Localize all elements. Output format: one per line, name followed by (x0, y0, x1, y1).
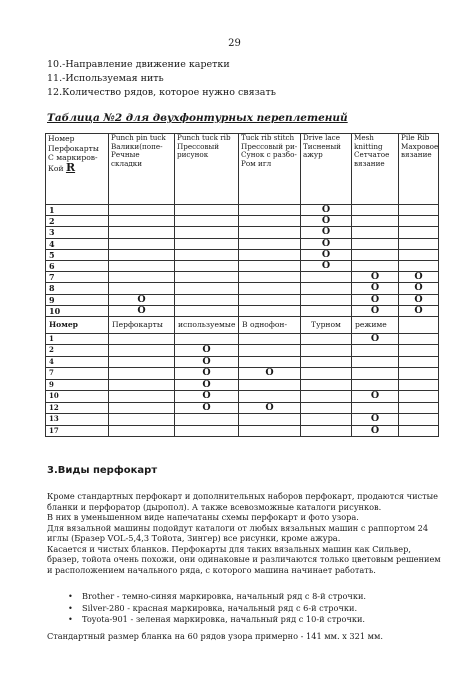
list-item (68, 591, 366, 603)
sub-header-cell: Перфокарты (109, 316, 175, 333)
row-number: 12 (46, 402, 109, 414)
header-pile-rib: Pile Rib Махровое вязание (399, 134, 439, 205)
table-row (46, 260, 439, 271)
table-cell (301, 305, 352, 316)
table-cell (175, 249, 239, 260)
table-cell (301, 368, 352, 380)
table-cell (175, 425, 239, 437)
row-number: 9 (46, 379, 109, 391)
table-header-row (46, 134, 439, 205)
header-punch-pin-tuck: Punch pin tuck Валики(попе- Речные складки (109, 134, 175, 205)
table-cell: O (352, 425, 399, 437)
table-cell (399, 260, 439, 271)
row-number: 2 (46, 216, 109, 227)
table-cell: O (399, 272, 439, 283)
list-item (68, 603, 366, 615)
table-row (46, 283, 439, 294)
table-cell (352, 356, 399, 368)
table-cell (109, 260, 175, 271)
list-item-text: Toyota-901 - зеленая маркировка, начальный ряд с 10-й строчки. (82, 614, 366, 624)
header-tuck-rib-stitch: Tuck rib stitch Прессовый ри- Сунок с разбо- Ром игл (239, 134, 301, 205)
table-row (46, 333, 439, 345)
table-cell (175, 272, 239, 283)
row-number: 4 (46, 238, 109, 249)
table-cell (109, 283, 175, 294)
table-cell (109, 238, 175, 249)
table-cell (109, 333, 175, 345)
row-number: 1 (46, 205, 109, 216)
table-cell (301, 414, 352, 426)
row-number: 10 (46, 305, 109, 316)
table-row (46, 227, 439, 238)
paragraph-line: В них в уменьшенном виде напечатаны схемы перфокарт и фото узора. (47, 512, 359, 522)
table-cell: O (352, 283, 399, 294)
row-number: 8 (46, 283, 109, 294)
table-cell: O (175, 379, 239, 391)
table-cell (239, 294, 301, 305)
table-cell (239, 227, 301, 238)
table-cell (175, 238, 239, 249)
row-number: 5 (46, 249, 109, 260)
table-cell (399, 402, 439, 414)
table-cell: O (301, 260, 352, 271)
table-row (46, 379, 439, 391)
header-card-number: Номер Перфокарты С маркиров- Кой R (46, 134, 109, 205)
paragraph (47, 491, 441, 575)
table-cell (109, 402, 175, 414)
table-row (46, 294, 439, 305)
table-cell (239, 272, 301, 283)
row-number: 3 (46, 227, 109, 238)
table-cell (239, 379, 301, 391)
header-punch-tuck-rib: Punch tuck rib Прессовый рисунок (175, 134, 239, 205)
table-cell (109, 391, 175, 403)
table-row (46, 238, 439, 249)
table-row (46, 391, 439, 403)
table-cell (175, 294, 239, 305)
table-row (46, 356, 439, 368)
table-cell (352, 238, 399, 249)
table-cell (301, 333, 352, 345)
table-cell (352, 345, 399, 357)
table-cell (301, 356, 352, 368)
row-number: 4 (46, 356, 109, 368)
table-cell (175, 260, 239, 271)
table-cell (239, 216, 301, 227)
section-title: 3.Виды перфокарт (47, 465, 158, 476)
table-cell: O (175, 402, 239, 414)
table-cell (109, 345, 175, 357)
table-row (46, 305, 439, 316)
table-cell (399, 368, 439, 380)
table-row (46, 345, 439, 357)
table-cell (399, 205, 439, 216)
sub-header-cell: используемые (175, 316, 239, 333)
table-cell (109, 227, 175, 238)
table-row (46, 368, 439, 380)
row-number: 6 (46, 260, 109, 271)
table-cell: O (352, 305, 399, 316)
table-cell (352, 402, 399, 414)
row-number: 7 (46, 368, 109, 380)
table-cell (399, 379, 439, 391)
table-row (46, 425, 439, 437)
table-cell: O (109, 294, 175, 305)
table-cell (301, 272, 352, 283)
list-item-text: Silver-280 - красная маркировка, начальный ряд с 6-й строчки. (82, 602, 358, 613)
table-cell (399, 356, 439, 368)
table-cell: O (399, 305, 439, 316)
page-number: 29 (228, 38, 241, 49)
table-cell (109, 414, 175, 426)
paragraph-line: бразер, тойота очень похожи, они одинаковые и различаются только цветовым решением (47, 554, 441, 564)
table-cell (109, 379, 175, 391)
row-number: 17 (46, 425, 109, 437)
machine-marking-list (68, 591, 366, 626)
table-cell (352, 379, 399, 391)
table-cell (399, 249, 439, 260)
table-cell (301, 283, 352, 294)
table-row (46, 249, 439, 260)
paragraph-line: Кроме стандартных перфокарт и дополнительных наборов перфокарт, продаются чистые (47, 491, 439, 501)
table-cell: O (239, 368, 301, 380)
sub-header-row (46, 316, 439, 333)
table-cell (175, 227, 239, 238)
table-cell (239, 205, 301, 216)
table-cell (239, 414, 301, 426)
table-cell: O (352, 272, 399, 283)
table-cell: O (352, 414, 399, 426)
paragraph-line: и расположением начального ряда, с которого машина начинает работать. (47, 564, 376, 575)
table-cell (399, 391, 439, 403)
table-cell (239, 345, 301, 357)
table-cell (109, 205, 175, 216)
table-cell (109, 368, 175, 380)
table-row (46, 272, 439, 283)
header-drive-lace: Drive lace Тисненый ажур (301, 134, 352, 205)
table-cell (109, 425, 175, 437)
table-cell (175, 333, 239, 345)
table-cell (239, 425, 301, 437)
table-row (46, 402, 439, 414)
table-cell: O (352, 294, 399, 305)
table-cell (301, 379, 352, 391)
table-cell (352, 227, 399, 238)
table-cell (352, 216, 399, 227)
table-cell: O (175, 391, 239, 403)
bullet-icon: • (68, 614, 73, 624)
table-cell: O (239, 402, 301, 414)
table-cell: O (352, 391, 399, 403)
table-cell (109, 249, 175, 260)
table-cell: O (109, 305, 175, 316)
table-cell (399, 425, 439, 437)
row-number: 2 (46, 345, 109, 357)
table-cell (399, 414, 439, 426)
table-cell (352, 368, 399, 380)
list-item: 12.Количество рядов, которое нужно связать (47, 87, 276, 98)
table-cell (239, 356, 301, 368)
list-item (68, 614, 366, 626)
table-cell (399, 216, 439, 227)
table-cell: O (175, 368, 239, 380)
header-mesh-knitting: Mesh knitting Сетчатое вязание (352, 134, 399, 205)
top-list (47, 58, 276, 100)
table-cell (239, 391, 301, 403)
table-cell (175, 283, 239, 294)
row-number: 7 (46, 272, 109, 283)
row-number: 10 (46, 391, 109, 403)
paragraph-line: Касается и чистых бланков. Перфокарты для таких вязальных машин как Сильвер, (47, 543, 411, 554)
table-cell (175, 216, 239, 227)
table-cell: O (301, 216, 352, 227)
table-cell: O (175, 345, 239, 357)
paragraph-line: Для вязальной машины подойдут каталоги от любых вязальных машин с раппортом 24 (47, 522, 429, 533)
table-cell (352, 260, 399, 271)
footer-paragraph: Стандартный размер бланка на 60 рядов узора примерно - 141 мм. х 321 мм. (47, 631, 383, 641)
sub-header-cell: режиме (352, 316, 399, 333)
paragraph-line: бланки и перфоратор (дыропол). А также всевозможные каталоги рисунков. (47, 501, 382, 512)
table-cell (301, 294, 352, 305)
table-row (46, 414, 439, 426)
sub-header-cell: Турном (301, 316, 352, 333)
table-cell (301, 345, 352, 357)
list-item: 10.-Направление движение каретки (47, 59, 230, 70)
table-cell: O (301, 227, 352, 238)
table-cell (399, 345, 439, 357)
table-cell (109, 272, 175, 283)
table-cell (239, 249, 301, 260)
table-cell (239, 305, 301, 316)
table-cell (301, 391, 352, 403)
table-cell: O (301, 238, 352, 249)
row-number: 9 (46, 294, 109, 305)
table-cell (109, 356, 175, 368)
sub-header-cell: В однофон- (239, 316, 301, 333)
row-number: 13 (46, 414, 109, 426)
table-cell (352, 249, 399, 260)
table-cell (175, 414, 239, 426)
table-row (46, 216, 439, 227)
table-cell (301, 425, 352, 437)
sub-header-cell (399, 316, 439, 333)
bullet-icon: • (68, 602, 73, 613)
sub-header-cell: Номер (46, 316, 109, 333)
row-number: 1 (46, 333, 109, 345)
table-cell: O (352, 333, 399, 345)
table-cell (399, 333, 439, 345)
table-cell: O (301, 249, 352, 260)
table-cell (109, 216, 175, 227)
table-cell (239, 283, 301, 294)
list-item-text: Brother - темно-синяя маркировка, начальный ряд с 8-й строчки. (82, 591, 367, 601)
table-cell (239, 260, 301, 271)
table-cell (399, 227, 439, 238)
table-cell: O (175, 356, 239, 368)
table-cell (399, 238, 439, 249)
table-cell (352, 205, 399, 216)
table-cell (239, 238, 301, 249)
table-row (46, 205, 439, 216)
double-bed-stitch-table (45, 133, 439, 437)
table-cell (301, 402, 352, 414)
table-cell (175, 305, 239, 316)
marker-r: R (65, 160, 76, 174)
bullet-icon: • (68, 591, 73, 601)
table-cell: O (399, 283, 439, 294)
paragraph-line: иглы (Бразер VOL-5,4,3 Тойота, Зингер) все рисунки, кроме ажура. (47, 533, 341, 543)
table-cell (175, 205, 239, 216)
list-item: 11.-Используемая нить (47, 73, 164, 84)
table-cell: O (399, 294, 439, 305)
table-cell: O (301, 205, 352, 216)
table-cell (239, 333, 301, 345)
table-title: Таблица №2 для двухфонтурных переплетений (47, 112, 348, 124)
